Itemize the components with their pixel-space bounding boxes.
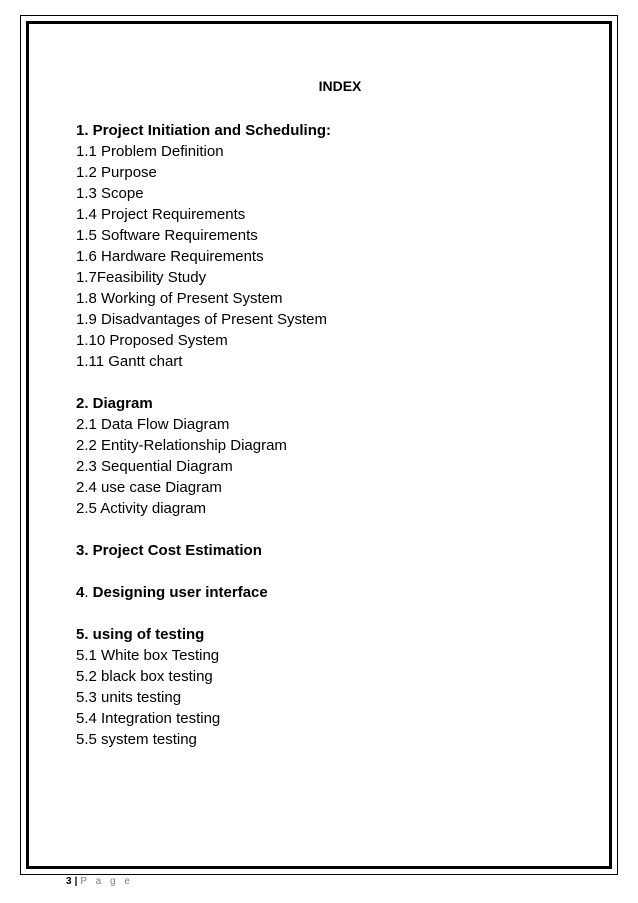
list-item: 1.3 Scope bbox=[76, 185, 144, 202]
page-number: 3 bbox=[66, 876, 72, 887]
list-item: 1.7Feasibility Study bbox=[76, 269, 207, 286]
section-heading: 2. Diagram bbox=[76, 395, 153, 412]
section-heading: 5. using of testing bbox=[76, 626, 205, 643]
list-item: 5.3 units testing bbox=[76, 689, 182, 706]
footer-separator: | bbox=[74, 876, 78, 887]
section-1 bbox=[76, 120, 576, 372]
section-heading-dot: . bbox=[84, 584, 89, 601]
list-item: 5.2 black box testing bbox=[76, 668, 213, 685]
index-title-wrap bbox=[0, 78, 638, 94]
list-item: 1.10 Proposed System bbox=[76, 332, 228, 349]
list-item: 1.1 Problem Definition bbox=[76, 143, 224, 160]
list-item: 1.8 Working of Present System bbox=[76, 290, 283, 307]
list-item: 1.11 Gantt chart bbox=[76, 353, 183, 370]
list-item: 1.6 Hardware Requirements bbox=[76, 248, 264, 265]
list-item: 2.1 Data Flow Diagram bbox=[76, 416, 230, 433]
list-item: 5.5 system testing bbox=[76, 731, 197, 748]
section-2 bbox=[76, 393, 576, 519]
list-item: 1.9 Disadvantages of Present System bbox=[76, 311, 327, 328]
list-item: 5.1 White box Testing bbox=[76, 647, 220, 664]
section-4 bbox=[76, 582, 576, 603]
list-item: 2.3 Sequential Diagram bbox=[76, 458, 233, 475]
index-content bbox=[76, 120, 576, 771]
section-3 bbox=[76, 540, 576, 561]
section-heading-number: 4 bbox=[76, 584, 85, 601]
list-item: 2.2 Entity-Relationship Diagram bbox=[76, 437, 287, 454]
section-heading-text: Designing user interface bbox=[88, 584, 268, 601]
list-item: 1.2 Purpose bbox=[76, 164, 157, 181]
list-item: 2.5 Activity diagram bbox=[76, 500, 207, 517]
list-item: 1.5 Software Requirements bbox=[76, 227, 258, 244]
page-footer bbox=[66, 876, 133, 888]
section-5 bbox=[76, 624, 576, 750]
page-label: P a g e bbox=[80, 876, 133, 887]
list-item: 1.4 Project Requirements bbox=[76, 206, 246, 223]
section-heading: 1. Project Initiation and Scheduling: bbox=[76, 122, 332, 139]
list-item: 2.4 use case Diagram bbox=[76, 479, 222, 496]
section-heading: 3. Project Cost Estimation bbox=[76, 542, 262, 559]
section-heading bbox=[76, 582, 576, 603]
list-item: 5.4 Integration testing bbox=[76, 710, 221, 727]
index-title: INDEX bbox=[318, 78, 362, 94]
